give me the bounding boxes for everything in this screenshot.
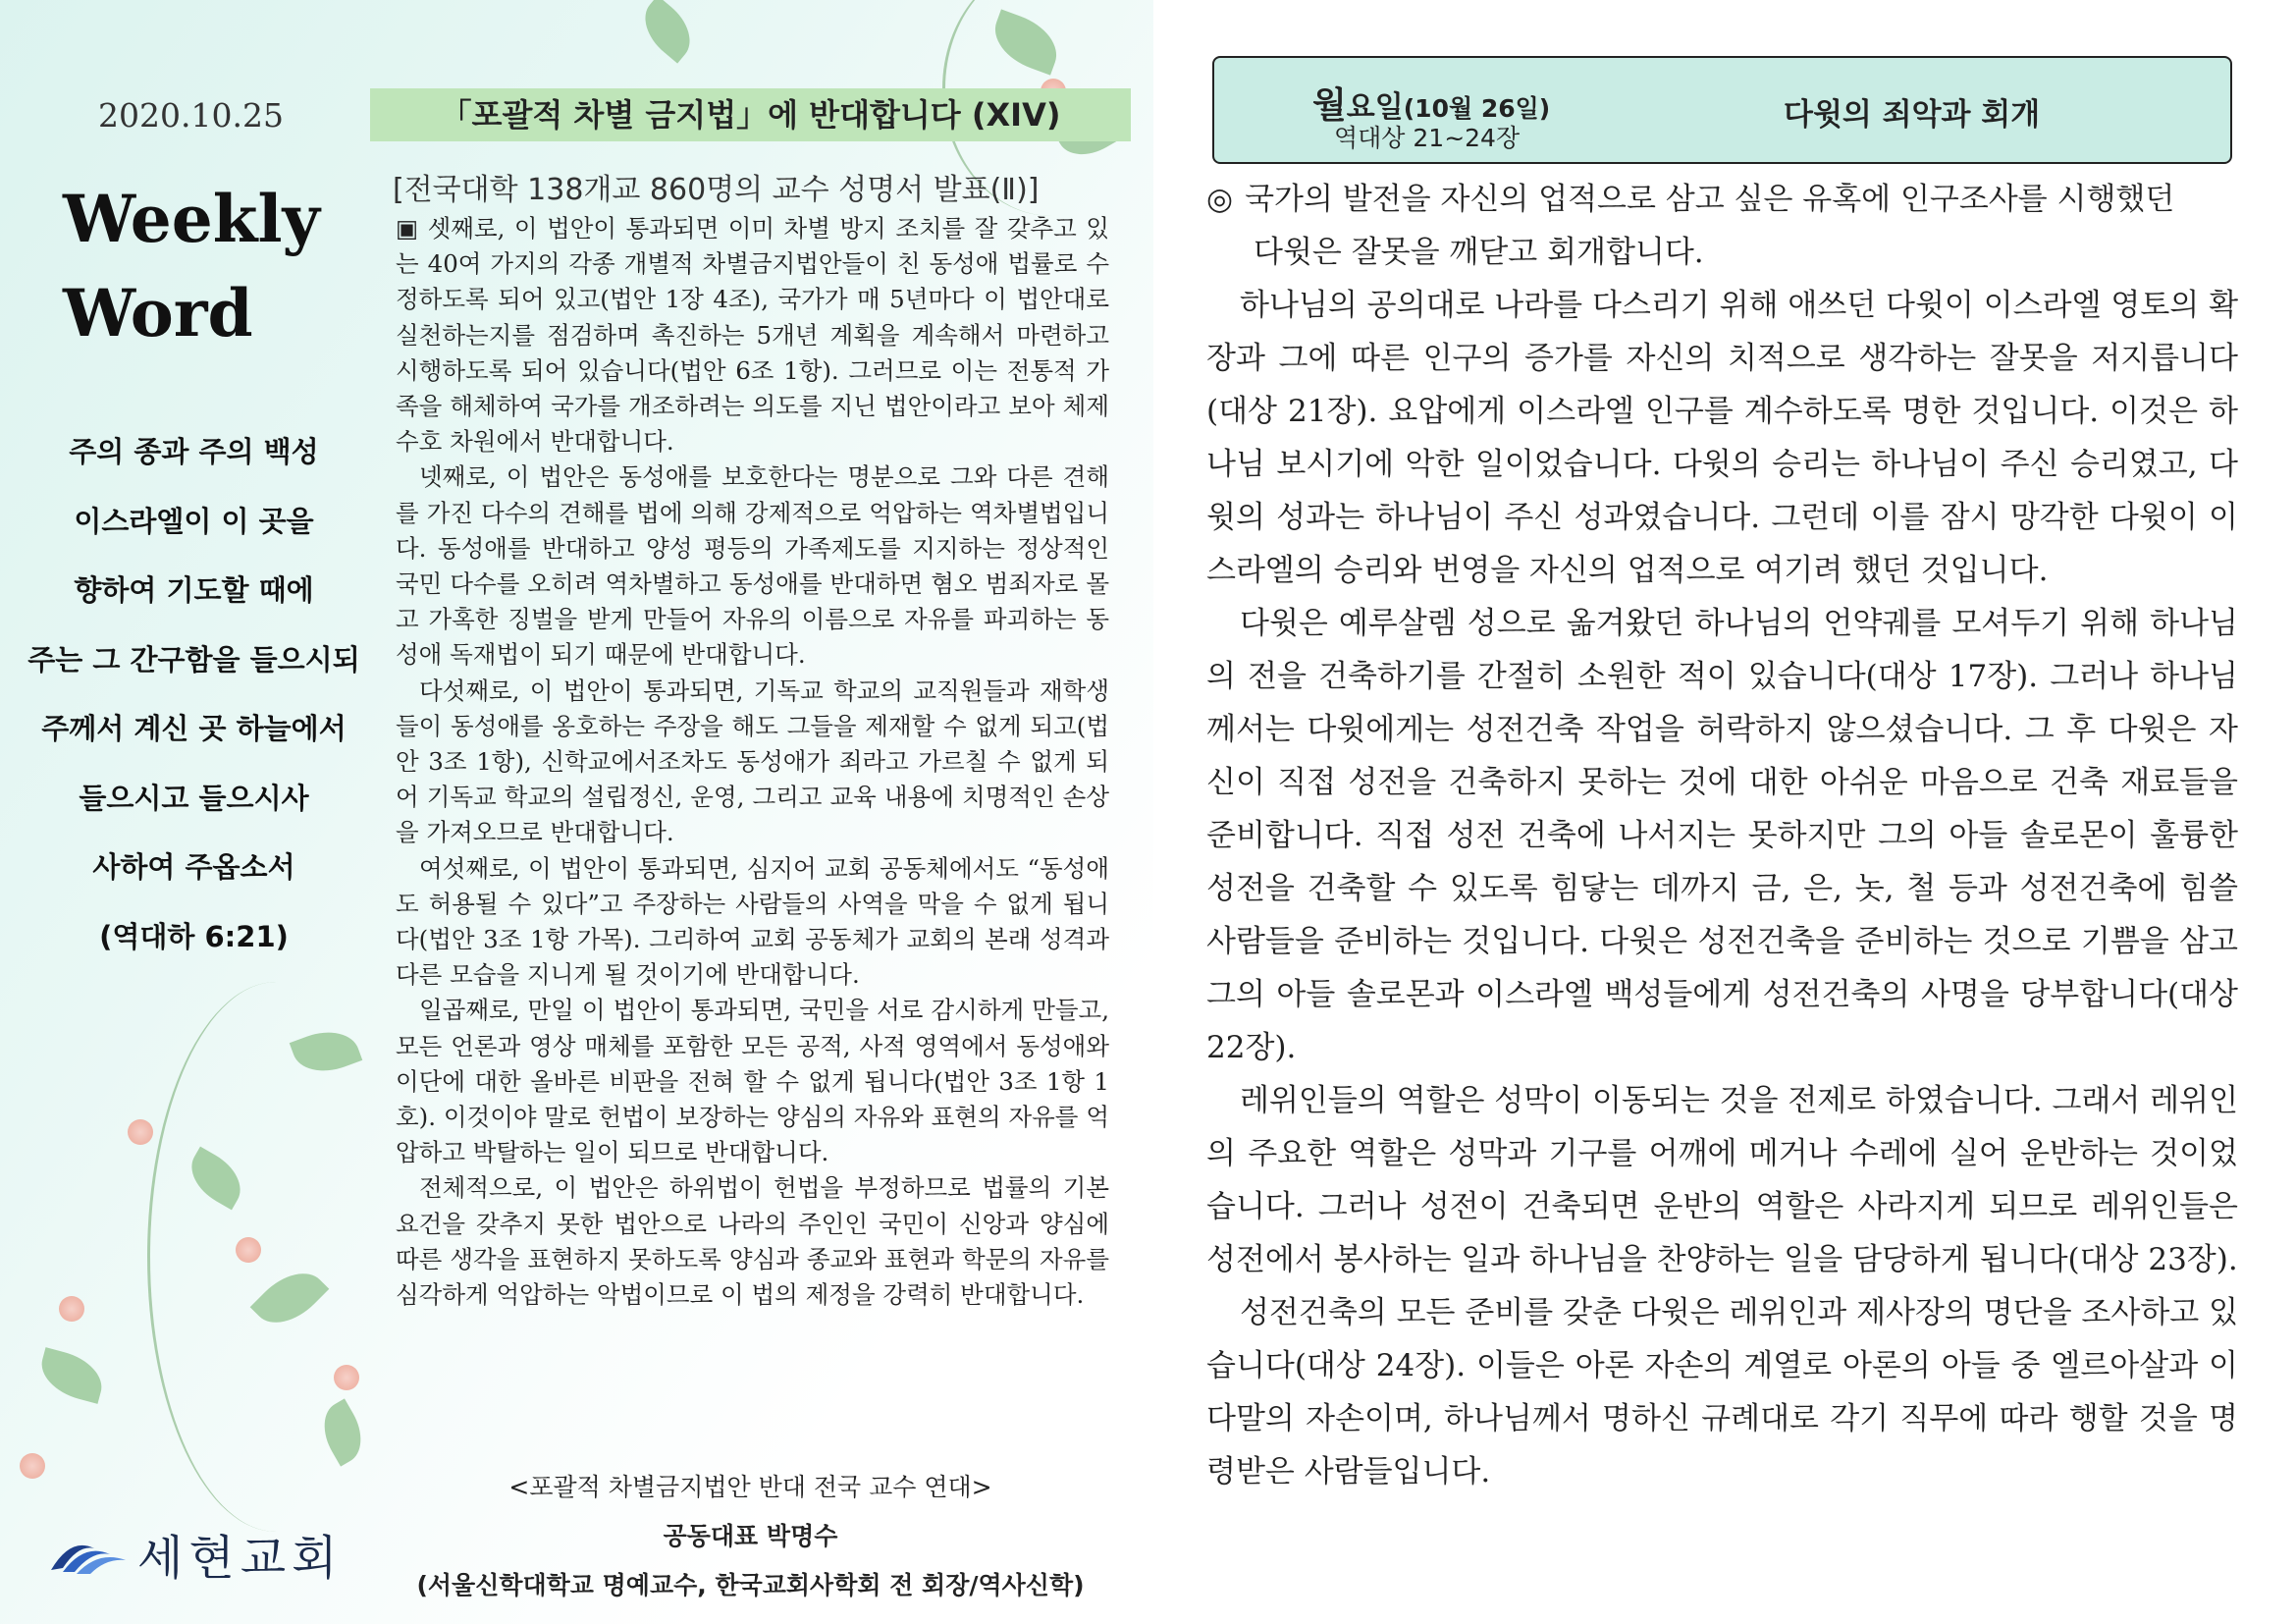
article-representative: 공동대표 박명수 bbox=[663, 1522, 838, 1550]
article-body bbox=[396, 211, 1109, 1313]
verse-line: 주는 그 간구함을 들으시되 bbox=[27, 642, 360, 677]
article-title: 「포괄적 차별 금지법」에 반대합니다 (XIV) bbox=[370, 88, 1131, 141]
devotion-reference: 역대상 21~24장 bbox=[1334, 124, 1521, 152]
flower-decoration bbox=[236, 1237, 261, 1263]
day-suffix: 요일 bbox=[1346, 90, 1404, 125]
devotion-body bbox=[1206, 173, 2238, 1498]
verse-line: 이스라엘이 이 곳을 bbox=[74, 504, 314, 538]
flower-decoration bbox=[59, 1296, 84, 1322]
church-logo bbox=[49, 1520, 343, 1588]
devotion-paragraph: 다윗은 예루살렘 성으로 옮겨왔던 하나님의 언약궤를 모셔두기 위해 하나님의 전을 건축하기를 간절히 소원한 적이 있습니다(대상 17장). 그러나 하나님께서는 다윗에게는 성전건축 작업을 허락하지 않으셨습니다. 그 후 다윗은 자신이 직접 성전을 건축하지 못하는 것에 대한 아쉬운 마음으로 건축 재료들을 준비합니다. 직접 성전 건축에 나서지는 못하지만 그의 아들 솔로몬이 훌륭한 성전을 건축할 수 있도록 힘닿는 데까지 금, 은, 놋, 철 등과 성전건축에 힘쓸 사람들을 준비하는 것입니다. 다윗은 성전건축을 준비하는 것으로 기쁨을 삼고 그의 아들 솔로몬과 이스라엘 백성들에게 성전건축의 사명을 당부합니다(대상 22장). bbox=[1206, 606, 2238, 1065]
verse-line: 향하여 기도할 때에 bbox=[74, 573, 314, 607]
bulletin-date: 2020.10.25 bbox=[98, 96, 284, 135]
day-initial: 월 bbox=[1312, 85, 1347, 126]
devotion-title: 다윗의 죄악과 회개 bbox=[1784, 97, 2041, 133]
devotion-lead bbox=[1206, 173, 2238, 226]
article-subtitle: [전국대학 138개교 860명의 교수 성명서 발표(Ⅱ)] bbox=[393, 173, 1040, 207]
brand-line: Weekly bbox=[63, 181, 320, 257]
article-organization: <포괄적 차별금지법안 반대 전국 교수 연대> bbox=[508, 1473, 992, 1501]
leaf-decoration bbox=[632, 0, 703, 64]
devotion-paragraph: 레위인들의 역할은 성막이 이동되는 것을 전제로 하였습니다. 그래서 레위인의 주요한 역할은 성막과 기구를 어깨에 메거나 수레에 실어 운반하는 것이었습니다. 그러나 성전이 건축되면 운반의 역할은 사라지게 되므로 레위인들은 성전에서 봉사하는 일과 하나님을 찬양하는 일을 담당하게 됩니다(대상 23장). bbox=[1206, 1083, 2239, 1277]
article-paragraph: 넷째로, 이 법안은 동성애를 보호한다는 명분으로 그와 다른 견해를 가진 다수의 견해를 법에 의해 강제적으로 억압하는 역차별법입니다. 동성애를 반대하고 양성 평등의 가족제도를 지지하는 정상적인 국민 다수를 오히려 역차별하고 동성애를 반대하면 혐오 범죄자로 몰고 가혹한 징벌을 받게 만들어 자유의 이름으로 자유를 파괴하는 동성애 독재법이 되기 때문에 반대합니다. bbox=[396, 462, 1109, 670]
bullet-mark: ◎ bbox=[1206, 182, 1234, 217]
flower-decoration bbox=[128, 1119, 153, 1145]
devotion-date: (10월 26일) bbox=[1403, 94, 1551, 123]
article-paragraph: ▣ 셋째로, 이 법안이 통과되면 이미 차별 방지 조치를 잘 갖추고 있는 40여 가지의 각종 개별적 차별금지법안들이 친 동성애 법률로 수정하도록 되어 있고(법안 1장 4조), 국가가 매 5년마다 이 법안대로 실천하는지를 점검하며 촉진하는 5개년 계획을 계속해서 마련하고 시행하도록 되어 있습니다(법안 6조 1항). 그러므로 이는 전통적 가족을 해체하여 국가를 개조하려는 의도를 지닌 법안이라고 보아 체제 수호 차원에서 반대합니다. bbox=[396, 214, 1109, 457]
weekly-word-title bbox=[63, 172, 320, 360]
leaf-decoration bbox=[35, 1347, 109, 1404]
devotion-header bbox=[1212, 56, 2232, 164]
article-paragraph: 다섯째로, 이 법안이 통과되면, 기독교 학교의 교직원들과 재학생들이 동성애를 옹호하는 주장을 해도 그들을 제재할 수 없게 되고(법안 3조 1항), 신학교에서조차도 동성애가 죄라고 가르칠 수 없게 되어 기독교 학교의 설립정신, 운영, 그리고 교육 내용에 치명적인 손상을 가져오므로 반대합니다. bbox=[396, 676, 1109, 847]
verse-line: 사하여 주옵소서 bbox=[92, 850, 295, 884]
article-paragraph: 전체적으로, 이 법안은 하위법이 헌법을 부정하므로 법률의 기본 요건을 갖추지 못한 법안으로 나라의 주인인 국민이 신앙과 양심에 따른 생각을 표현하지 못하도록 양심과 종교와 표현과 학문의 자유를 심각하게 억압하는 악법이므로 이 법의 제정을 강력히 반대합니다. bbox=[396, 1173, 1109, 1310]
article-paragraph: 여섯째로, 이 법안이 통과되면, 심지어 교회 공동체에서도 “동성애도 허용될 수 있다”고 주장하는 사람들의 사역을 막을 수 없게 됩니다(법안 3조 1항 가목). 그리하여 교회 공동체가 교회의 본래 성격과 다른 모습을 지니게 될 것이기에 반대합니다. bbox=[396, 853, 1109, 990]
church-name: 세현교회 bbox=[137, 1531, 344, 1586]
article-representative-title: (서울신학대학교 명예교수, 한국교회사학회 전 회장/역사신학) bbox=[416, 1571, 1085, 1599]
verse-reference: (역대하 6:21) bbox=[99, 919, 289, 953]
devotion-paragraph: 성전건축의 모든 준비를 갖춘 다윗은 레위인과 제사장의 명단을 조사하고 있습니다(대상 24장). 이들은 아론 자손의 계열로 아론의 아들 중 엘르아살과 이다말의 자손이며, 하나님께서 명하신 규례대로 각기 직무에 따라 행할 것을 명령받은 사람들입니다. bbox=[1206, 1295, 2239, 1489]
article-paragraph: 일곱째로, 만일 이 법안이 통과되면, 국민을 서로 감시하게 만들고, 모든 언론과 영상 매체를 포함한 모든 공적, 사적 영역에서 동성애와 이단에 대한 올바른 비판을 전혀 할 수 없게 됩니다(법안 3조 1항 1호). 이것이야 말로 헌법이 보장하는 양심의 자유와 표현의 자유를 억압하고 박탈하는 일이 되므로 반대합니다. bbox=[396, 996, 1109, 1167]
brand-line: Word bbox=[63, 275, 253, 352]
vine-decoration bbox=[147, 982, 405, 1532]
devotion-lead-continued: 다윗은 잘못을 깨닫고 회개합니다. bbox=[1254, 235, 1704, 270]
church-logo-icon bbox=[49, 1527, 128, 1582]
flower-decoration bbox=[334, 1365, 359, 1390]
devotion-paragraph: 하나님의 공의대로 나라를 다스리기 위해 애쓰던 다윗이 이스라엘 영토의 확장과 그에 따른 인구의 증가를 자신의 치적으로 생각하는 잘못을 저지릅니다(대상 21장). 요압에게 이스라엘 인구를 계수하도록 명한 것입니다. 이것은 하나님 보시기에 악한 일이었습니다. 다윗의 승리는 하나님이 주신 승리였고, 다윗의 성과는 하나님이 주신 성과였습니다. 그런데 이를 잠시 망각한 다윗이 이스라엘의 승리와 번영을 자신의 업적으로 여기려 했던 것입니다. bbox=[1206, 288, 2239, 588]
verse-line: 주의 종과 주의 백성 bbox=[69, 435, 319, 468]
flower-decoration bbox=[20, 1453, 45, 1479]
lead-text: 국가의 발전을 자신의 업적으로 삼고 싶은 유혹에 인구조사를 시행했던 bbox=[1245, 182, 2175, 217]
scripture-verse bbox=[0, 432, 388, 986]
verse-line: 주께서 계신 곳 하늘에서 bbox=[41, 712, 347, 745]
verse-line: 들으시고 들으시사 bbox=[79, 781, 309, 815]
